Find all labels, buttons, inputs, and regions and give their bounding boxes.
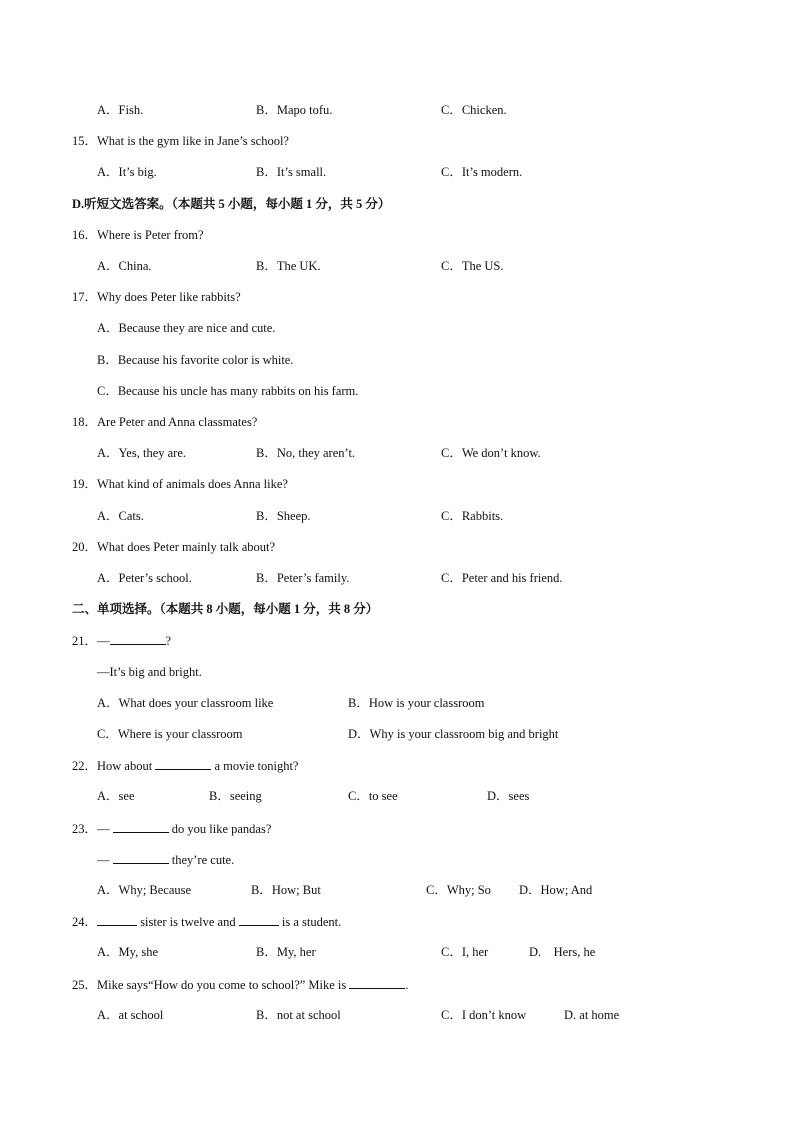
q19-stem: 19．What kind of animals does Anna like? [72, 477, 288, 491]
q19-option-c: C．Rabbits. [441, 509, 504, 523]
q21-stem-post: ? [165, 634, 172, 648]
q14-option-c: C．Chicken. [441, 103, 507, 117]
q17-option-c: C．Because his uncle has many rabbits on his farm. [97, 384, 359, 398]
q21-stem [72, 632, 171, 649]
q18-option-a: A．Yes, they are. [97, 446, 186, 460]
q24-stem-mid: sister is twelve and [140, 915, 236, 929]
q15-option-b: B．It’s small. [256, 165, 327, 179]
q15-stem: 15．What is the gym like in Jane’s school? [72, 134, 289, 148]
q20-option-c: C．Peter and his friend. [441, 571, 563, 585]
q15-option-c: C．It’s modern. [441, 165, 523, 179]
q25-stem-pre: 25．Mike says“How do you come to school?” Mike is [72, 978, 347, 992]
q21-option-c: C．Where is your classroom [97, 727, 243, 741]
q21-option-b: B．How is your classroom [348, 696, 485, 710]
q16-option-c: C．The US. [441, 259, 504, 273]
q25-option-c: C．I don’t know [441, 1008, 527, 1022]
answer-blank [113, 851, 169, 864]
q22-stem [72, 757, 298, 774]
q19-option-b: B．Sheep. [256, 509, 311, 523]
answer-blank [113, 820, 169, 833]
q22-stem-post: a movie tonight? [214, 759, 299, 773]
q16-option-b: B．The UK. [256, 259, 321, 273]
q21-reply: —It’s big and bright. [97, 665, 202, 679]
q21-option-d: D．Why is your classroom big and bright [348, 727, 559, 741]
q23-reply-pre: — [97, 853, 110, 867]
q23-reply-post: they’re cute. [171, 853, 235, 867]
q18-option-c: C．We don’t know. [441, 446, 541, 460]
q25-option-a: A．at school [97, 1008, 164, 1022]
q22-option-d: D．sees [487, 789, 530, 803]
q19-option-a: A．Cats. [97, 509, 144, 523]
q23-stem-post: do you like pandas? [171, 822, 272, 836]
q25-stem-post: . [405, 978, 409, 992]
q16-option-a: A．China. [97, 259, 152, 273]
answer-blank [110, 632, 166, 645]
q24-stem-post: is a student. [281, 915, 342, 929]
q24-option-d: D. Hers, he [529, 945, 596, 959]
q22-stem-pre: 22．How about [72, 759, 153, 773]
q17-stem: 17．Why does Peter like rabbits? [72, 290, 241, 304]
q22-option-c: C．to see [348, 789, 398, 803]
q24-option-a: A．My, she [97, 945, 158, 959]
q23-option-d: D．How; And [519, 883, 593, 897]
q23-stem [72, 820, 271, 837]
q23-reply [97, 851, 234, 868]
q24-option-b: B．My, her [256, 945, 316, 959]
answer-blank [349, 976, 405, 989]
q23-stem-pre: 23．— [72, 822, 110, 836]
q24-stem [72, 913, 341, 930]
q20-stem: 20．What does Peter mainly talk about? [72, 540, 276, 554]
q14-option-b: B．Mapo tofu. [256, 103, 333, 117]
q15-option-a: A．It’s big. [97, 165, 157, 179]
section-d-heading: D.听短文选答案。（本题共 5 小题，每小题 1 分，共 5 分） [72, 197, 391, 211]
q24-stem-pre: 24． [72, 915, 98, 929]
q22-option-a: A．see [97, 789, 135, 803]
q25-option-b: B．not at school [256, 1008, 341, 1022]
q24-option-c: C．I, her [441, 945, 489, 959]
q22-option-b: B．seeing [209, 789, 262, 803]
q25-option-d: D. at home [564, 1008, 620, 1022]
q23-option-a: A．Why; Because [97, 883, 192, 897]
q14-option-a: A．Fish. [97, 103, 144, 117]
q23-option-b: B．How; But [251, 883, 321, 897]
q18-stem: 18．Are Peter and Anna classmates? [72, 415, 258, 429]
q20-option-a: A．Peter’s school. [97, 571, 192, 585]
q17-option-b: B．Because his favorite color is white. [97, 353, 294, 367]
q16-stem: 16．Where is Peter from? [72, 228, 204, 242]
section-2-heading: 二、单项选择。（本题共 8 小题，每小题 1 分，共 8 分） [72, 602, 379, 616]
q21-stem-pre: 21．— [72, 634, 110, 648]
q23-option-c: C．Why; So [426, 883, 491, 897]
answer-blank [97, 913, 137, 926]
q20-option-b: B．Peter’s family. [256, 571, 350, 585]
q17-option-a: A．Because they are nice and cute. [97, 321, 276, 335]
answer-blank [239, 913, 279, 926]
q18-option-b: B．No, they aren’t. [256, 446, 356, 460]
answer-blank [155, 757, 211, 770]
q21-option-a: A．What does your classroom like [97, 696, 274, 710]
q25-stem [72, 976, 409, 993]
